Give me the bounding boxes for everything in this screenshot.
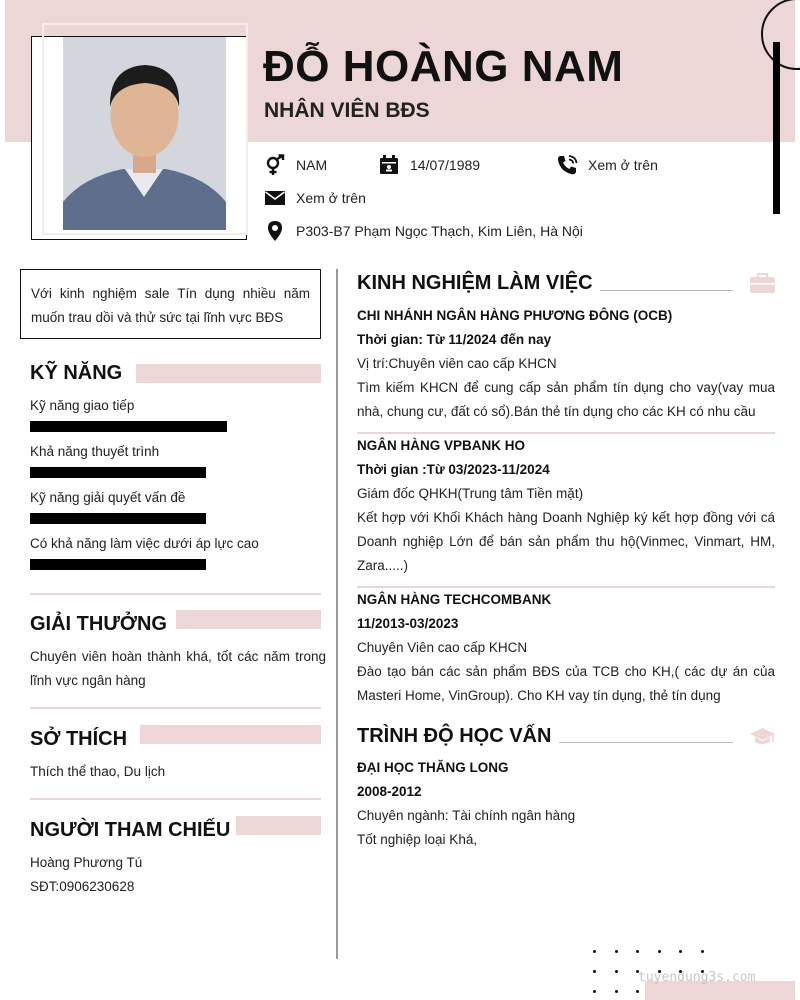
section-divider — [30, 707, 321, 709]
briefcase-icon — [749, 272, 776, 299]
hobbies-title: SỞ THÍCH — [30, 728, 128, 750]
skill-bar-fill — [30, 467, 206, 478]
education-period: 2008-2012 — [357, 784, 422, 799]
birthday-value: 14/07/1989 — [410, 157, 481, 173]
skills-title: KỸ NĂNG — [30, 362, 123, 384]
awards-text: Chuyên viên hoàn thành khá, tốt các năm trong lĩnh vực ngân hàng — [30, 649, 326, 688]
awards-title: GIẢI THƯỞNG — [30, 613, 167, 635]
job-divider — [357, 586, 775, 588]
candidate-name: ĐỖ HOÀNG NAM — [263, 42, 624, 91]
job-description: Tìm kiếm KHCN để cung cấp sản phẩm tín dụng cho vay(vay mua nhà, chung cư, đất có sổ).Bán thẻ tín dụng cho các KH có nhu cầu — [357, 380, 775, 419]
skill-bar-track — [30, 513, 240, 524]
phone-value: Xem ở trên — [588, 157, 658, 173]
skill-bar-fill — [30, 559, 206, 570]
job-position: Giám đốc QHKH(Trung tâm Tiền mặt) — [357, 486, 584, 501]
phone-info — [556, 154, 658, 176]
job-company: NGÂN HÀNG VPBANK HO — [357, 438, 526, 453]
section-divider — [30, 798, 321, 800]
decoration-dot — [615, 950, 618, 953]
skill-bar-track — [30, 467, 240, 478]
career-summary: Với kinh nghiệm sale Tín dụng nhiều năm muốn trau dồi và thử sức tại lĩnh vực BĐS — [20, 269, 321, 339]
job-description: Đào tạo bán các sản phẩm BĐS của TCB cho KH,( các dự án của Masteri Home, VinGroup). Cho KH vay tín dụng, thẻ tín dụng — [357, 664, 775, 703]
profile-photo — [63, 37, 226, 230]
job-title: NHÂN VIÊN BĐS — [264, 99, 430, 122]
vertical-bar-decoration — [773, 42, 780, 214]
job-period: Thời gian: Từ 11/2024 đến nay — [357, 332, 552, 347]
calendar-icon — [378, 154, 400, 176]
references-title-bar — [236, 816, 321, 835]
education-grade: Tốt nghiệp loại Khá, — [357, 832, 478, 847]
decoration-dot — [615, 990, 618, 993]
decoration-dot — [701, 950, 704, 953]
decoration-dot — [593, 950, 596, 953]
job-period: Thời gian :Từ 03/2023-11/2024 — [357, 462, 550, 477]
job-position: Vị trí:Chuyên viên cao cấp KHCN — [357, 356, 557, 371]
skill-label: Kỹ năng giao tiếp — [30, 398, 135, 413]
job-position: Chuyên Viên cao cấp KHCN — [357, 640, 528, 655]
reference-phone: SĐT:0906230628 — [30, 879, 135, 894]
decoration-dot — [615, 970, 618, 973]
job-period: 11/2013-03/2023 — [357, 616, 459, 631]
section-divider — [30, 593, 321, 595]
watermark: tuyendung3s.com — [638, 970, 756, 985]
address-info — [264, 220, 583, 242]
skill-label: Kỹ năng giải quyết vấn đề — [30, 490, 186, 505]
reference-name: Hoàng Phương Tú — [30, 855, 143, 870]
experience-title-rule — [600, 290, 733, 291]
decoration-dot — [679, 950, 682, 953]
education-school: ĐẠI HỌC THĂNG LONG — [357, 760, 509, 775]
education-title: TRÌNH ĐỘ HỌC VẤN — [357, 725, 552, 747]
skill-bar-fill — [30, 421, 227, 432]
awards-title-bar — [176, 610, 321, 629]
decoration-dot — [658, 950, 661, 953]
decoration-dot — [593, 990, 596, 993]
birthday-info — [378, 154, 480, 176]
job-description: Kết hợp với Khối Khách hàng Doanh Nghiệp ký kết hợp đồng với cá Doanh nghiệp Lớn để bán sản phẩm thu hộ(Vinmec, Vinmart, HM, Zara.....) — [357, 510, 775, 573]
decoration-dot — [636, 990, 639, 993]
phone-icon — [556, 154, 578, 176]
envelope-icon — [264, 187, 286, 209]
skill-label: Có khả năng làm việc dưới áp lực cao — [30, 536, 259, 551]
job-divider — [357, 432, 775, 434]
gender-info — [264, 154, 327, 176]
column-divider — [336, 269, 338, 959]
location-pin-icon — [264, 220, 286, 242]
skill-bar-fill — [30, 513, 206, 524]
education-major: Chuyên ngành: Tài chính ngân hàng — [357, 808, 576, 823]
skill-bar-track — [30, 421, 240, 432]
skill-bar-track — [30, 559, 240, 570]
references-title: NGƯỜI THAM CHIẾU — [30, 819, 231, 841]
hobbies-text: Thích thể thao, Du lịch — [30, 764, 166, 779]
experience-title: KINH NGHIỆM LÀM VIỆC — [357, 272, 593, 294]
graduation-cap-icon — [749, 726, 776, 753]
job-company: CHI NHÁNH NGÂN HÀNG PHƯƠNG ĐÔNG (OCB) — [357, 308, 673, 323]
email-value: Xem ở trên — [296, 190, 366, 206]
job-company: NGÂN HÀNG TECHCOMBANK — [357, 592, 552, 607]
gender-icon — [264, 154, 286, 176]
hobbies-title-bar — [140, 725, 321, 744]
skill-label: Khả năng thuyết trình — [30, 444, 160, 459]
decoration-dot — [636, 950, 639, 953]
decoration-dot — [593, 970, 596, 973]
skills-title-bar — [136, 364, 321, 383]
education-title-rule — [559, 742, 733, 743]
gender-value: NAM — [296, 157, 328, 173]
email-info — [264, 187, 366, 209]
address-value: P303-B7 Phạm Ngọc Thạch, Kim Liên, Hà Nội — [296, 223, 583, 239]
